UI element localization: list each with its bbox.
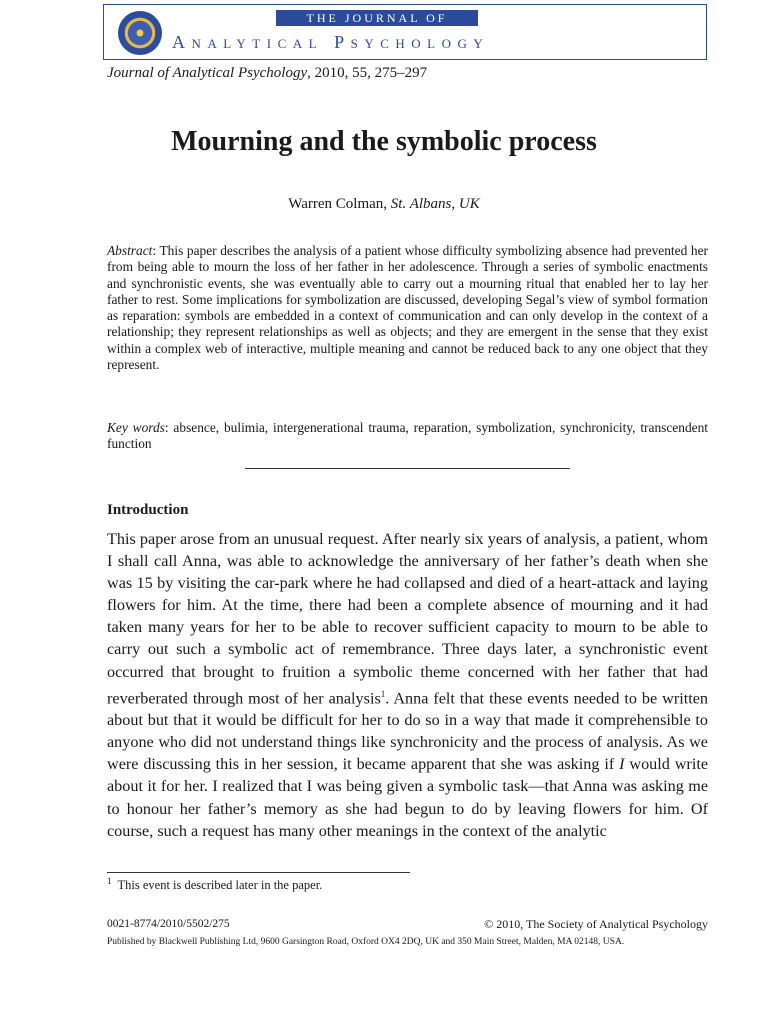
abstract xyxy=(107,243,708,373)
author-line xyxy=(0,196,768,213)
citation-journal: Journal of Analytical Psychology xyxy=(107,65,308,81)
footnote xyxy=(107,876,322,893)
section-heading: Introduction xyxy=(107,502,189,518)
paragraph-part-b: . Anna felt that these events needed to be written about but that it would be difficult for her to do so in a way that made it comprehensible to anyone who did not understand things like synchronicity and the process of analysis. As we were discussing this in her session, it became apparent that she was asking if xyxy=(107,689,708,774)
journal-masthead xyxy=(103,4,707,60)
publisher-line: Published by Blackwell Publishing Ltd, 9600 Garsington Road, Oxford OX4 2DQ, UK and 350 Main Street, Malden, MA 02148, USA. xyxy=(107,937,625,947)
keywords xyxy=(107,420,708,453)
section-divider xyxy=(245,468,570,469)
keywords-label: Key words xyxy=(107,420,165,435)
keywords-text: : absence, bulimia, intergenerational trauma, reparation, symbolization, synchronicity, transcendent function xyxy=(107,420,708,452)
citation-line xyxy=(107,65,427,82)
footnote-mark: 1 xyxy=(107,876,112,886)
abstract-label: Abstract xyxy=(107,243,153,258)
paragraph-part-c: would write about it for her. I realized that I was being given a symbolic task—that Anna was asking me to honour her father’s memory as she had begun to do by leaving flowers for him. Of course, such a request has many other meanings in the context of the analytic xyxy=(107,755,709,840)
paper-title: Mourning and the symbolic process xyxy=(171,126,597,157)
issn-line: 0021-8774/2010/5502/275 xyxy=(107,918,230,930)
paragraph-part-a: This paper arose from an unusual request. After nearly six years of analysis, a patient, whom I shall call Anna, was able to acknowledge the anniversary of her father’s death when she was 15 by visiting the car-park where he had collapsed and died of a heart-attack and laying flowers for him. At the time, there had been a complete absence of mourning and it had taken many years for her to be able to recover sufficient capacity to mourn to be able to carry out such a symbolic act of remembrance. Three days later, a synchronistic event occurred that brought to fruition a symbolic theme concerned with her father that had reverberated through most of her analysis xyxy=(107,530,708,708)
paragraph-emphasis: I xyxy=(619,755,625,774)
abstract-text: : This paper describes the analysis of a patient whose difficulty symbolizing absence had prevented her from being able to mourn the loss of her father in her adolescence. Through a series of symbolic enactments and synchronistic events, she was eventually able to carry out a mourning ritual that enabled her to lay her father to rest. Some implications for symbolization are discussed, developing Segal’s view of symbol formation as reparation: symbols are embedded in a context of communication and can only develop in the context of a relationship; they represent relationships as well as objects; and they are emergent in the sense that they exist within a complex web of interactive, multiple meaning and cannot be reduced back to any one object that they represent. xyxy=(107,243,708,373)
author-name: Warren Colman, xyxy=(288,196,391,212)
footnote-divider xyxy=(107,872,410,873)
footnote-text: This event is described later in the paper. xyxy=(117,878,323,893)
masthead-title: Analytical Psychology xyxy=(172,32,490,52)
masthead-top-line: THE JOURNAL OF xyxy=(276,10,478,26)
author-affiliation: St. Albans, UK xyxy=(390,196,480,212)
journal-logo-icon xyxy=(118,11,162,55)
body-paragraph xyxy=(107,528,708,842)
citation-details: , 2010, 55, 275–297 xyxy=(307,65,428,81)
footnote-reference[interactable]: 1 xyxy=(380,688,386,699)
copyright-line: © 2010, The Society of Analytical Psychology xyxy=(484,917,708,931)
